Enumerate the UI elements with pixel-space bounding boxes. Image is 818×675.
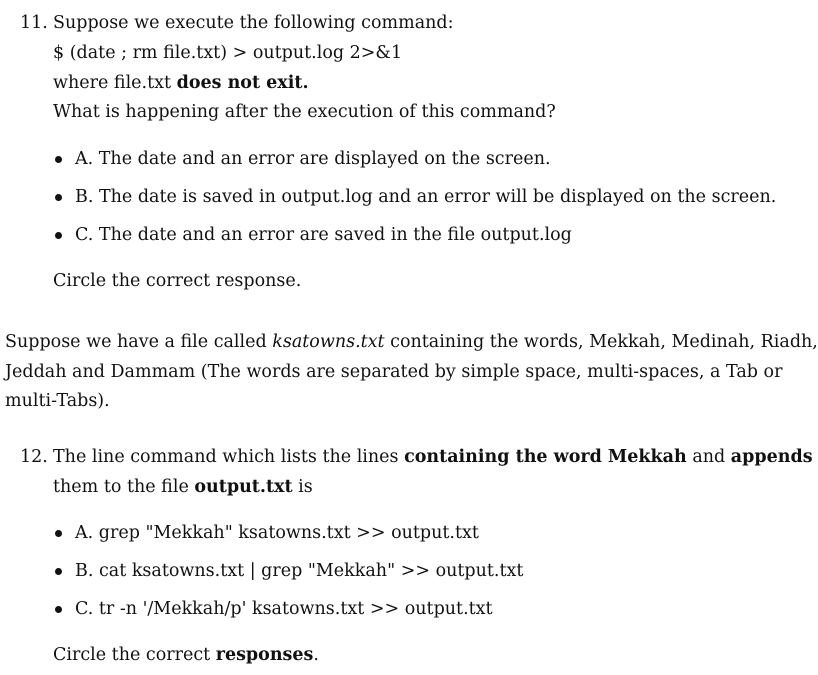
q12-b2: appends xyxy=(730,447,813,467)
context-line-2: Jeddah and Dammam (The words are separated by simple space, multi-spaces, a Tab or xyxy=(5,362,783,382)
q12-instruction-bold: responses xyxy=(215,645,314,665)
q12-instruction-end: . xyxy=(313,645,319,665)
context-part2: containing the words, Mekkah, Medinah, Riadh, xyxy=(384,332,818,352)
q12-b3: output.txt xyxy=(194,477,293,497)
context-line-1 xyxy=(5,331,818,353)
question-12-instruction xyxy=(53,644,319,666)
question-12-number: 12. xyxy=(20,447,48,467)
question-12-line-1 xyxy=(53,446,813,468)
q12-option-c[interactable]: C. tr -n '/Mekkah/p' ksatowns.txt >> output.txt xyxy=(75,599,493,619)
where-bold: does not exit. xyxy=(176,73,309,93)
bullet-icon xyxy=(55,568,62,575)
question-11-instruction: Circle the correct response. xyxy=(53,271,302,291)
context-line-3: multi-Tabs). xyxy=(5,391,110,411)
context-part1: Suppose we have a file called xyxy=(5,332,273,352)
bullet-icon xyxy=(55,194,62,201)
question-12-line-2 xyxy=(53,476,313,498)
q12-t3: them to the file xyxy=(53,477,195,497)
question-11-command: $ (date ; rm file.txt) > output.log 2>&1 xyxy=(53,43,403,63)
q11-option-b[interactable]: B. The date is saved in output.log and an error will be displayed on the screen. xyxy=(75,187,777,207)
bullet-icon xyxy=(55,156,62,163)
q12-instruction-text: Circle the correct xyxy=(53,645,216,665)
question-11-intro: Suppose we execute the following command: xyxy=(53,13,454,33)
context-filename: ksatowns.txt xyxy=(272,332,385,352)
bullet-icon xyxy=(55,606,62,613)
q11-option-a[interactable]: A. The date and an error are displayed on the screen. xyxy=(75,149,551,169)
q11-option-c[interactable]: C. The date and an error are saved in the file output.log xyxy=(75,225,572,245)
q12-b1: containing the word Mekkah xyxy=(404,447,687,467)
where-text: where file.txt xyxy=(53,73,172,93)
question-11-number: 11. xyxy=(20,13,48,33)
bullet-icon xyxy=(55,232,62,239)
q12-option-b[interactable]: B. cat ksatowns.txt | grep "Mekkah" >> output.txt xyxy=(75,561,524,581)
question-11-question: What is happening after the execution of this command? xyxy=(53,102,556,122)
bullet-icon xyxy=(55,530,62,537)
question-11-where xyxy=(53,72,309,94)
q12-option-a[interactable]: A. grep "Mekkah" ksatowns.txt >> output.txt xyxy=(75,523,479,543)
q12-t4: is xyxy=(292,477,313,497)
q12-t1: The line command which lists the lines xyxy=(53,447,405,467)
q12-t2: and xyxy=(686,447,731,467)
